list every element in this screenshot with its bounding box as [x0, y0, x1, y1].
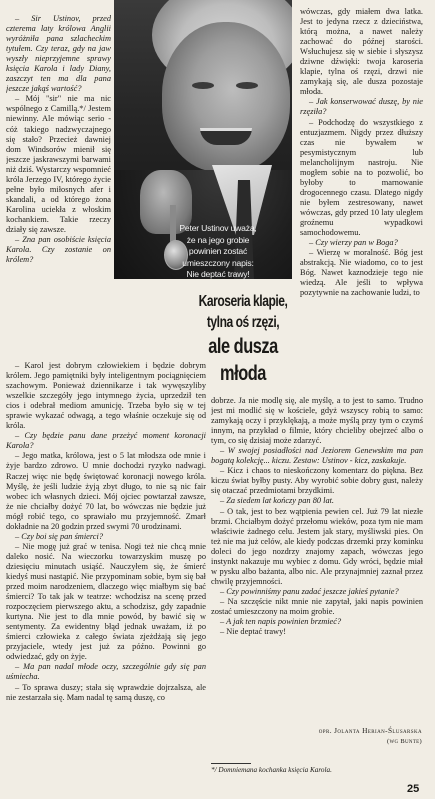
- caption-line: Peter Ustinov uważa,: [179, 223, 257, 233]
- answer-paragraph: – Karol jest dobrym człowiekiem i będzie dobrym królem. Jego pamiętniki były inteligentnym pociągnięciem szachowym. Ponieważ dziennikarze i tak wywęszyliby wszelkie szczegóły jego intymnego życia, uprzedził ten cios i odebrał mediom amunicję. Trzeba było się w tej sprawie wykazać odwagą, a tego właśnie oczekuje się od króla.: [6, 361, 206, 431]
- question-paragraph: – Jak konserwować duszę, by nie rzęziła?: [300, 97, 423, 117]
- column-a: [6, 14, 111, 316]
- answer-paragraph: – Mój "sir" nie ma nic wspólnego z Camillą.*/ Jestem niewinny. Ale mówiąc serio - cóż takiego nadzwyczajnego się stało? Przecież dawniej dom Windsorów mienił się jeszcze jaskrawszymi barwami niż dziś. Wystarczy wspomnieć króla Jerzego IV, którego życie pełne było miłosnych afer i skandali, a od którego żona Karolina uciekła z włoskim kochankiem. Takie rzeczy działy się zawsze.: [6, 94, 111, 234]
- column-c: [300, 7, 423, 393]
- question-paragraph: – Zna pan osobiście księcia Karola. Czy zostanie on królem?: [6, 235, 111, 265]
- caption-line: umieszczony napis:: [182, 257, 254, 268]
- answer-paragraph: – O tak, jest to bez wątpienia pewien cel. Już 79 lat niezłe brzmi. Chciałbym dożyć przełomu wieków, poza tym nie mam właściwie żadnego celu. Jestem jak stary, myśliwski pies. On też nie ma już celów, ale kiedy podczas drzemki przy kominku doleci do jego nozdrzy znajomy zapach, wówczas jego instynkt nakazuje mu wybiec z domu. Gdy wróci, będzie miał w pysku albo bażanta, albo nic. Ale przynajmniej zaznał przez chwilę przyjemności.: [211, 506, 423, 586]
- footnote-rule: [211, 763, 251, 764]
- caption-line: że na jego grobie: [186, 234, 250, 245]
- question-paragraph: – Sir Ustinov, przed czterema laty królowa Anglii wyróżniła pana szlacheckim tytułem. Czy teraz, gdy na jaw wyszły nieprzyjemne sprawy księcia Karola i lady Diany, zaszczyt ten ma dla pana jeszcze jakąś wartość?: [6, 14, 111, 94]
- author-credit: opr. Jolanta Herian-Ślusarska: [318, 726, 422, 735]
- caption-line: powinien zostać: [188, 246, 248, 256]
- photo-caption: [176, 223, 260, 279]
- headline-line-2: tylna oś rzęzi,: [206, 314, 280, 331]
- answer-paragraph: – Podchodzę do wszystkiego z entuzjazmem. Nigdy przez dłuższy czas nie bywałem w pesymistycznym lub melancholijnym nastroju. Nie mogłem sobie na to pozwolić, bo byłoby to marnowanie drogocennego czasu. Dlatego nigdy nie byłem zestresowany, nawet wówczas, gdy przed 10 laty uległem groźnemu wypadkowi samochodowemu.: [300, 117, 423, 238]
- question-paragraph: – Za siedem lat kończy pan 80 lat.: [220, 496, 335, 506]
- answer-paragraph: wówczas, gdy miałem dwa latka. Jest to jedyna rzecz z dzieciństwa, którą można, a nawet należy zachować do późnej starości. Wsłuchujesz się w siebie i słyszysz dziwne dźwięki: twoja karoseria klapie, tylna oś rzęzi, drzwi nie zamykają się, ale dusza pozostaje młoda.: [300, 7, 423, 97]
- source-credit: (wg Bunte): [387, 738, 422, 745]
- question-paragraph: – A jak ten napis powinien brzmieć?: [220, 617, 342, 627]
- column-b: [6, 361, 206, 795]
- answer-paragraph: dobrze. Ja nie modlę się, ale myślę, a to jest to samo. Trudno jest mi modlić się w kościele, gdyż wszyscy robią to samo: zamykają oczy i przyklękają, a może myślą przy tym o czymś innym, na przykład o filmie, który chcieliby obejrzeć albo o tym, co się dzisiaj może zdarzyć.: [211, 396, 423, 446]
- answer-paragraph: – Kicz i chaos to nieskończony komentarz do piękna. Bez kiczu świat byłby pusty. Aby wyrobić sobie dobry gust, należy się otaczać przedmiotami brzydkimi.: [211, 466, 423, 496]
- question-paragraph: – Czy boi się pan śmierci?: [15, 531, 103, 541]
- column-d: [211, 396, 423, 726]
- headline-line-3: ale dusza młoda: [208, 335, 278, 385]
- question-paragraph: – Czy wierzy pan w Boga?: [309, 238, 398, 248]
- question-paragraph: – Czy będzie panu dane przeżyć moment koronacji Karola?: [6, 431, 206, 451]
- answer-paragraph: – Wierzę w moralność. Bóg jest abstrakcją. Nie wiadomo, co to jest Bóg. Nawet kaznodzieje tego nie wiedzą. Ale jeśli to wpływa pozytywnie na zachowanie ludzi, to: [300, 248, 423, 298]
- question-paragraph: – Ma pan nadal młode oczy, szczególnie gdy się pan uśmiecha.: [6, 662, 206, 682]
- caption-line: Nie deptać trawy!: [186, 269, 250, 279]
- headline-line-1: Karoseria klapie,: [198, 293, 288, 310]
- footnote: */ Domniemana kochanka księcia Karola.: [211, 766, 332, 774]
- answer-paragraph: – Jego matka, królowa, jest o 5 lat młodsza ode mnie i żyje bardzo zdrowo. U mnie dochodzi ryzyko nadwagi. Raczej więc nie będę świętować koronacji nowego króla. Myślę, że jeśli ludzie żyją zbyt długo, to nie są nic fair wobec ich własnych dzieci. Mój ojciec powtarzał zawsze, że nie chciałby dożyć 70 lat, bo wówczas nie będzie już mógł robić tego, co sprawiało mu przyjemność. Zmarł dokładnie na 20 godzin przed swymi 70 urodzinami.: [6, 451, 206, 531]
- portrait-photo: [114, 0, 292, 279]
- page-number: 25: [407, 783, 420, 795]
- question-paragraph: – W swojej posiadłości nad Jeziorem Genewskim ma pan bogatą kolekcję... kiczu. Zestaw: Ustinov - kicz, zaskakuje.: [211, 446, 423, 466]
- question-paragraph: – Czy powinniśmy panu zadać jeszcze jakieś pytanie?: [220, 586, 399, 596]
- answer-paragraph: – Nie deptać trawy!: [220, 627, 287, 637]
- answer-paragraph: – To sprawa duszy; stała się wprawdzie dojrzalsza, ale nie zestarzała się. Mam nadal tę samą duszę, co: [6, 682, 206, 702]
- answer-paragraph: – Na szczęście nikt mnie nie zapytał, jaki napis powinien zostać umieszczony na moim grobie.: [211, 596, 423, 616]
- answer-paragraph: – Nie mogę już grać w tenisa. Nogi też nie chcą mnie daleko nosić. Na wieczorku towarzyskim muszę po dziesięciu minutach usiąść. Nauczyłem się, że śmierć kiedyś musi nastąpić. Nie przypominam sobie, bym się bał przed moim narodzeniem, dlaczego więc miałbym się bać śmierci? To tak jak w teatrze: wchodzisz na scenę przed rozpoczęciem pierwszego aktu, a schodzisz, gdy zapadnie kurtyna. Nie jest to dla mnie powód, by bawić się w sentymenty. Za ewidentny błąd jednak uważam, iż po śmierci człowieka z całego świata zjeżdżają się jego przyjaciele, wtedy jest już za późno. Powinni go odwiedzać, gdy on żyje.: [6, 541, 206, 662]
